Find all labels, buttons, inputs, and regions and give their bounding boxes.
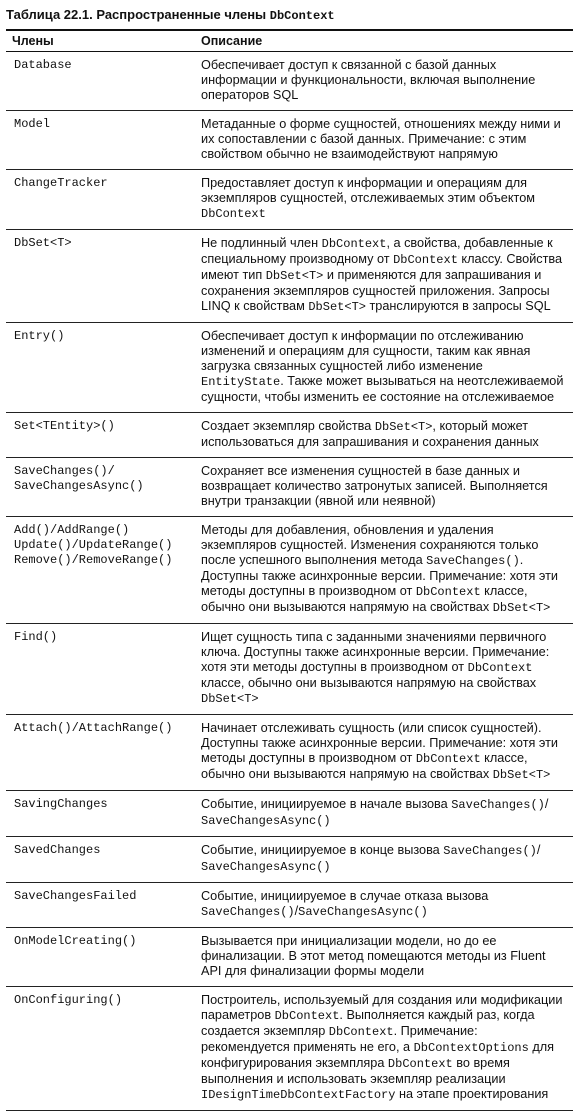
member-line: Add()/AddRange() (14, 523, 130, 537)
header-members: Члены (6, 30, 195, 52)
member-description: Событие, инициируемое в начале вызова SaveChanges()/ SaveChangesAsync() (195, 791, 573, 837)
member-description: Начинает отслеживать сущность (или список сущностей). Доступны также асинхронные версии. Примечание: хотя эти методы доступны в производном от DbContext классе, обычно они вызываются напрямую на свойствах DbSet<T> (195, 715, 573, 791)
table-row (6, 715, 573, 791)
inline-code: SaveChanges() (201, 905, 295, 919)
inline-code: DbContext (393, 253, 458, 267)
table-row (6, 111, 573, 170)
table-row (6, 928, 573, 987)
inline-code: SaveChanges() (451, 798, 545, 812)
table-header-row (6, 30, 573, 52)
inline-code: SaveChangesAsync() (201, 814, 331, 828)
member-description: Методы для добавления, обновления и удаления экземпляров сущностей. Изменения сохраняются только после успешного выполнения метода SaveChanges(). Доступны также асинхронные версии. Примечание: хотя эти методы доступны в производном от DbContext классе, обычно они вызываются напрямую на свойствах DbSet<T> (195, 517, 573, 624)
table-row (6, 413, 573, 458)
member-name: Find() (6, 624, 195, 715)
table-row (6, 52, 573, 111)
member-name: SavedChanges (6, 837, 195, 883)
inline-code: SaveChanges() (443, 844, 537, 858)
member-name: Database (6, 52, 195, 111)
member-description: Вызывается при инициализации модели, но до ее финализации. В этот метод помещаются методы из Fluent API для финализации формы модели (195, 928, 573, 987)
table-row (6, 791, 573, 837)
member-description: Предоставляет доступ к информации и операциям для экземпляров сущностей, отслеживаемых этим объектом DbContext (195, 170, 573, 230)
inline-code: DbContext (467, 661, 533, 675)
inline-code: DbSet<T> (308, 300, 366, 314)
table-row (6, 837, 573, 883)
inline-code: DbContext (201, 207, 266, 221)
member-description: Метаданные о форме сущностей, отношениях между ними и их сопоставлении с базой данных. Примечание: с этим свойством обычно не взаимодействуют напрямую (195, 111, 573, 170)
member-name: DbSet<T> (6, 230, 195, 323)
inline-code: DbSet<T> (374, 420, 433, 434)
inline-code: DbContext (415, 585, 481, 599)
member-description: Обеспечивает доступ к связанной с базой данных информации и функциональности, включая выполнение операторов SQL (195, 52, 573, 111)
inline-code: IDesignTimeDbContextFactory (201, 1088, 396, 1102)
inline-code: DbSet<T> (492, 768, 551, 782)
table-row (6, 170, 573, 230)
inline-code: DbContext (328, 1025, 394, 1039)
member-description: Сохраняет все изменения сущностей в базе данных и возвращает количество затронутых записей. Выполняется внутри транзакции (явной или неявной) (195, 458, 573, 517)
table-row (6, 458, 573, 517)
table-row (6, 230, 573, 323)
caption-text: Таблица 22.1. Распространенные члены (6, 7, 270, 22)
member-name: OnModelCreating() (6, 928, 195, 987)
inline-code: DbSet<T> (492, 601, 551, 615)
member-name (6, 458, 195, 517)
table-row (6, 624, 573, 715)
table-row (6, 323, 573, 413)
header-description: Описание (195, 30, 573, 52)
member-name: SaveChangesFailed (6, 883, 195, 928)
table-caption (6, 6, 573, 24)
member-name: Entry() (6, 323, 195, 413)
member-line: SaveChanges()/ (14, 464, 115, 478)
inline-code: DbSet<T> (265, 269, 324, 283)
member-line: Update()/UpdateRange() (14, 538, 173, 552)
member-line: SaveChangesAsync() (14, 479, 144, 493)
member-description: Не подлинный член DbContext, а свойства, добавленные к специальному производному от DbContext классу. Свойства имеют тип DbSet<T> и применяются для запрашивания и сохранения экземпляров сущностей приложения. Запросы LINQ к свойствам DbSet<T> транслируются в запросы SQL (195, 230, 573, 323)
member-name: SavingChanges (6, 791, 195, 837)
table-row (6, 517, 573, 624)
member-description: Построитель, используемый для создания или модификации параметров DbContext. Выполняется каждый раз, когда создается экземпляр DbContext. Примечание: рекомендуется применять не его, а DbContextOptions для конфигурирования экземпляра DbContext во время выполнения и использовать экземпляр реализации IDesignTimeDbContextFactory на этапе проектирования (195, 987, 573, 1111)
table-row (6, 883, 573, 928)
member-description: Событие, инициируемое в случае отказа вызова SaveChanges()/SaveChangesAsync() (195, 883, 573, 928)
inline-code: EntityState (201, 375, 281, 389)
member-line: Remove()/RemoveRange() (14, 553, 173, 567)
caption-code: DbContext (269, 9, 335, 23)
inline-code: DbContext (415, 752, 481, 766)
inline-code: DbSet<T> (201, 692, 259, 706)
document-page (6, 0, 573, 1111)
inline-code: DbContext (321, 237, 387, 251)
table-body (6, 52, 573, 1111)
member-name: Model (6, 111, 195, 170)
inline-code: DbContextOptions (413, 1041, 529, 1055)
member-name: Set<TEntity>() (6, 413, 195, 458)
member-name: OnConfiguring() (6, 987, 195, 1111)
inline-code: SaveChanges() (426, 554, 520, 568)
member-description: Событие, инициируемое в конце вызова SaveChanges()/ SaveChangesAsync() (195, 837, 573, 883)
inline-code: SaveChangesAsync() (201, 860, 331, 874)
member-description: Обеспечивает доступ к информации по отслеживанию изменений и операциям для сущности, таким как явная загрузка связанных сущностей либо изменение EntityState. Также может вызываться на неотслеживаемой сущности, чтобы изменить ее состояние на отслеживаемое (195, 323, 573, 413)
member-name (6, 517, 195, 624)
inline-code: DbContext (274, 1009, 340, 1023)
member-name: Attach()/AttachRange() (6, 715, 195, 791)
members-table (6, 29, 573, 1111)
inline-code: DbContext (387, 1057, 453, 1071)
table-row (6, 987, 573, 1111)
member-description: Ищет сущность типа с заданными значениями первичного ключа. Доступны также асинхронные версии. Примечание: хотя эти методы доступны в производном от DbContext классе, обычно они вызываются напрямую на свойствах DbSet<T> (195, 624, 573, 715)
member-description: Создает экземпляр свойства DbSet<T>, который может использоваться для запрашивания и сохранения данных (195, 413, 573, 458)
member-name: ChangeTracker (6, 170, 195, 230)
inline-code: SaveChangesAsync() (298, 905, 428, 919)
